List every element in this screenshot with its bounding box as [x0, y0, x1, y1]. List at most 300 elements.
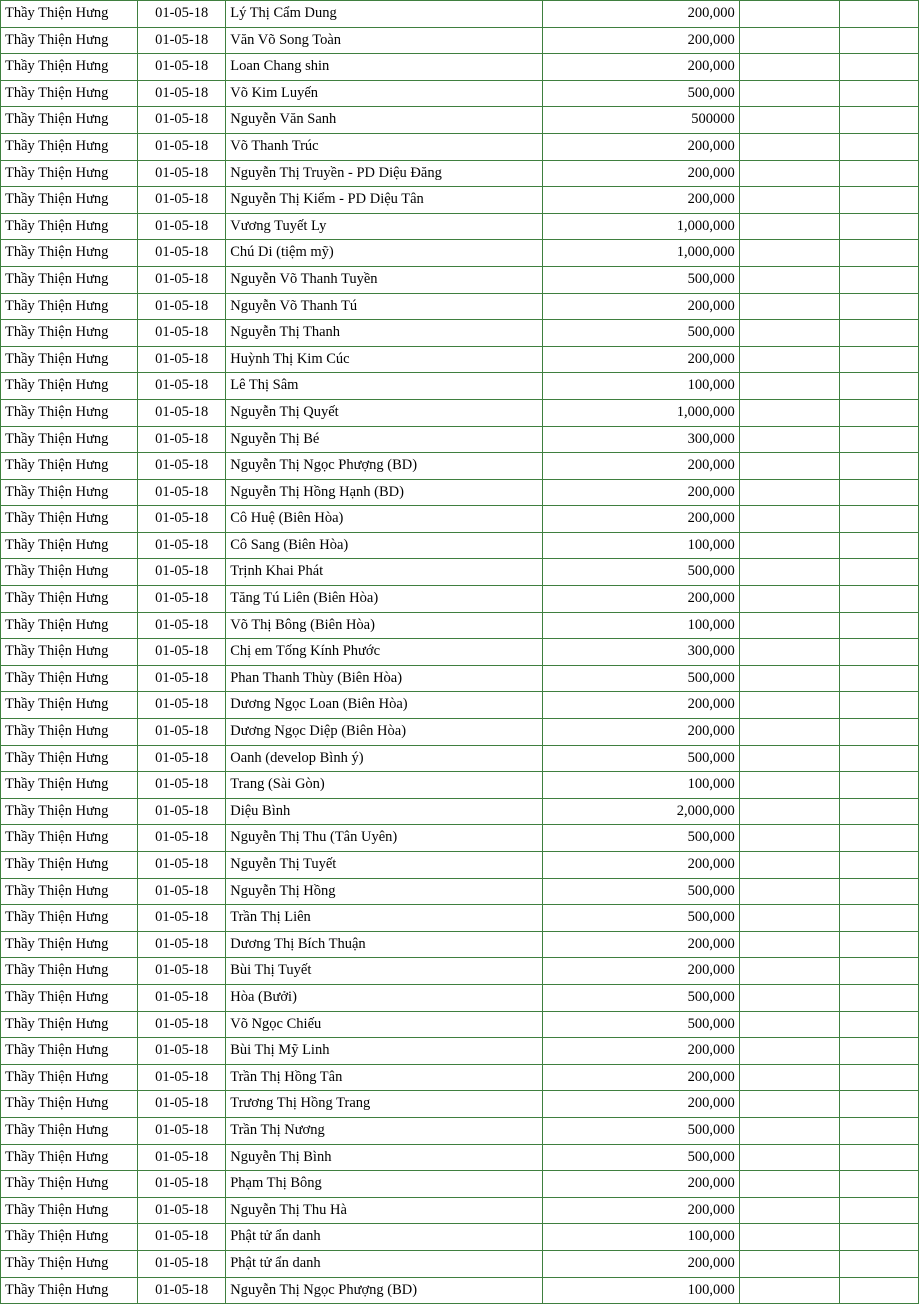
cell-name[interactable]: Nguyễn Văn Sanh	[226, 107, 542, 134]
cell-extra1[interactable]	[739, 54, 839, 81]
cell-extra1[interactable]	[739, 772, 839, 799]
table-row	[1, 665, 919, 692]
cell-amount[interactable]: 200,000	[542, 1, 739, 28]
cell-donor[interactable]: Thầy Thiện Hưng	[1, 1117, 138, 1144]
cell-extra1[interactable]	[739, 559, 839, 586]
cell-name[interactable]: Dương Thị Bích Thuận	[226, 931, 542, 958]
cell-date[interactable]: 01-05-18	[138, 160, 226, 187]
cell-extra1[interactable]	[739, 532, 839, 559]
cell-donor[interactable]: Thầy Thiện Hưng	[1, 27, 138, 54]
cell-extra2[interactable]	[839, 1091, 918, 1118]
cell-donor[interactable]: Thầy Thiện Hưng	[1, 532, 138, 559]
cell-extra1[interactable]	[739, 905, 839, 932]
cell-amount[interactable]: 200,000	[542, 692, 739, 719]
cell-donor[interactable]: Thầy Thiện Hưng	[1, 133, 138, 160]
cell-amount[interactable]: 500,000	[542, 320, 739, 347]
cell-extra2[interactable]	[839, 1117, 918, 1144]
cell-name[interactable]: Nguyễn Thị Truyền - PD Diệu Đăng	[226, 160, 542, 187]
cell-extra2[interactable]	[839, 320, 918, 347]
cell-extra2[interactable]	[839, 240, 918, 267]
cell-name[interactable]: Chú Di (tiệm mỹ)	[226, 240, 542, 267]
cell-name[interactable]: Nguyễn Thị Ngọc Phượng (BD)	[226, 453, 542, 480]
cell-donor[interactable]: Thầy Thiện Hưng	[1, 586, 138, 613]
cell-donor[interactable]: Thầy Thiện Hưng	[1, 852, 138, 879]
cell-date[interactable]: 01-05-18	[138, 399, 226, 426]
cell-extra1[interactable]	[739, 958, 839, 985]
cell-extra1[interactable]	[739, 745, 839, 772]
cell-name[interactable]: Lê Thị Sâm	[226, 373, 542, 400]
cell-date[interactable]: 01-05-18	[138, 1144, 226, 1171]
cell-amount[interactable]: 200,000	[542, 1038, 739, 1065]
cell-extra1[interactable]	[739, 1, 839, 28]
cell-extra2[interactable]	[839, 213, 918, 240]
cell-extra2[interactable]	[839, 665, 918, 692]
cell-date[interactable]: 01-05-18	[138, 1171, 226, 1198]
cell-donor[interactable]: Thầy Thiện Hưng	[1, 692, 138, 719]
cell-extra1[interactable]	[739, 266, 839, 293]
cell-date[interactable]: 01-05-18	[138, 320, 226, 347]
cell-amount[interactable]: 200,000	[542, 852, 739, 879]
cell-donor[interactable]: Thầy Thiện Hưng	[1, 878, 138, 905]
cell-extra2[interactable]	[839, 878, 918, 905]
cell-extra2[interactable]	[839, 1197, 918, 1224]
cell-amount[interactable]: 200,000	[542, 1064, 739, 1091]
cell-amount[interactable]: 200,000	[542, 27, 739, 54]
table-row	[1, 532, 919, 559]
cell-amount[interactable]: 200,000	[542, 133, 739, 160]
cell-name[interactable]: Oanh (develop Bình ý)	[226, 745, 542, 772]
cell-extra1[interactable]	[739, 719, 839, 746]
cell-date[interactable]: 01-05-18	[138, 1224, 226, 1251]
cell-extra2[interactable]	[839, 586, 918, 613]
cell-extra2[interactable]	[839, 187, 918, 214]
cell-donor[interactable]: Thầy Thiện Hưng	[1, 719, 138, 746]
cell-date[interactable]: 01-05-18	[138, 612, 226, 639]
cell-extra2[interactable]	[839, 905, 918, 932]
cell-donor[interactable]: Thầy Thiện Hưng	[1, 559, 138, 586]
cell-date[interactable]: 01-05-18	[138, 266, 226, 293]
cell-date[interactable]: 01-05-18	[138, 745, 226, 772]
cell-donor[interactable]: Thầy Thiện Hưng	[1, 399, 138, 426]
cell-date[interactable]: 01-05-18	[138, 213, 226, 240]
cell-name[interactable]: Lý Thị Cẩm Dung	[226, 1, 542, 28]
cell-donor[interactable]: Thầy Thiện Hưng	[1, 213, 138, 240]
cell-donor[interactable]: Thầy Thiện Hưng	[1, 798, 138, 825]
cell-donor[interactable]: Thầy Thiện Hưng	[1, 54, 138, 81]
cell-amount[interactable]: 500,000	[542, 1117, 739, 1144]
cell-extra2[interactable]	[839, 54, 918, 81]
cell-donor[interactable]: Thầy Thiện Hưng	[1, 107, 138, 134]
cell-date[interactable]: 01-05-18	[138, 1011, 226, 1038]
cell-extra1[interactable]	[739, 133, 839, 160]
cell-donor[interactable]: Thầy Thiện Hưng	[1, 905, 138, 932]
cell-date[interactable]: 01-05-18	[138, 1, 226, 28]
cell-extra1[interactable]	[739, 1011, 839, 1038]
cell-name[interactable]: Nguyễn Võ Thanh Tú	[226, 293, 542, 320]
cell-extra1[interactable]	[739, 187, 839, 214]
cell-extra1[interactable]	[739, 426, 839, 453]
cell-name[interactable]: Phật tử ẩn danh	[226, 1224, 542, 1251]
cell-amount[interactable]: 100,000	[542, 532, 739, 559]
cell-date[interactable]: 01-05-18	[138, 586, 226, 613]
cell-donor[interactable]: Thầy Thiện Hưng	[1, 1144, 138, 1171]
cell-extra2[interactable]	[839, 27, 918, 54]
cell-name[interactable]: Trần Thị Nương	[226, 1117, 542, 1144]
cell-donor[interactable]: Thầy Thiện Hưng	[1, 187, 138, 214]
cell-amount[interactable]: 500000	[542, 107, 739, 134]
cell-date[interactable]: 01-05-18	[138, 1038, 226, 1065]
cell-name[interactable]: Cô Huệ (Biên Hòa)	[226, 506, 542, 533]
cell-donor[interactable]: Thầy Thiện Hưng	[1, 1091, 138, 1118]
cell-extra2[interactable]	[839, 931, 918, 958]
cell-extra1[interactable]	[739, 852, 839, 879]
cell-amount[interactable]: 100,000	[542, 373, 739, 400]
cell-donor[interactable]: Thầy Thiện Hưng	[1, 984, 138, 1011]
cell-extra1[interactable]	[739, 586, 839, 613]
cell-extra2[interactable]	[839, 612, 918, 639]
cell-extra1[interactable]	[739, 1197, 839, 1224]
cell-extra2[interactable]	[839, 1224, 918, 1251]
cell-name[interactable]: Phan Thanh Thùy (Biên Hòa)	[226, 665, 542, 692]
cell-date[interactable]: 01-05-18	[138, 984, 226, 1011]
cell-extra2[interactable]	[839, 373, 918, 400]
cell-extra2[interactable]	[839, 825, 918, 852]
cell-donor[interactable]: Thầy Thiện Hưng	[1, 266, 138, 293]
cell-date[interactable]: 01-05-18	[138, 133, 226, 160]
cell-amount[interactable]: 200,000	[542, 506, 739, 533]
cell-extra1[interactable]	[739, 373, 839, 400]
cell-date[interactable]: 01-05-18	[138, 639, 226, 666]
cell-date[interactable]: 01-05-18	[138, 453, 226, 480]
cell-extra1[interactable]	[739, 798, 839, 825]
cell-donor[interactable]: Thầy Thiện Hưng	[1, 426, 138, 453]
cell-donor[interactable]: Thầy Thiện Hưng	[1, 639, 138, 666]
cell-amount[interactable]: 100,000	[542, 1224, 739, 1251]
cell-date[interactable]: 01-05-18	[138, 852, 226, 879]
cell-extra2[interactable]	[839, 1, 918, 28]
cell-name[interactable]: Trịnh Khai Phát	[226, 559, 542, 586]
cell-donor[interactable]: Thầy Thiện Hưng	[1, 453, 138, 480]
cell-amount[interactable]: 200,000	[542, 719, 739, 746]
cell-amount[interactable]: 200,000	[542, 958, 739, 985]
cell-amount[interactable]: 200,000	[542, 1197, 739, 1224]
cell-amount[interactable]: 200,000	[542, 346, 739, 373]
cell-name[interactable]: Nguyễn Võ Thanh Tuyền	[226, 266, 542, 293]
cell-extra2[interactable]	[839, 346, 918, 373]
cell-date[interactable]: 01-05-18	[138, 798, 226, 825]
cell-name[interactable]: Cô Sang (Biên Hòa)	[226, 532, 542, 559]
cell-extra2[interactable]	[839, 984, 918, 1011]
cell-extra1[interactable]	[739, 825, 839, 852]
cell-extra2[interactable]	[839, 399, 918, 426]
cell-date[interactable]: 01-05-18	[138, 1091, 226, 1118]
cell-name[interactable]: Hòa (Bưởi)	[226, 984, 542, 1011]
cell-name[interactable]: Bùi Thị Tuyết	[226, 958, 542, 985]
cell-name[interactable]: Nguyễn Thị Hồng	[226, 878, 542, 905]
cell-extra2[interactable]	[839, 639, 918, 666]
cell-date[interactable]: 01-05-18	[138, 54, 226, 81]
cell-date[interactable]: 01-05-18	[138, 1250, 226, 1277]
cell-amount[interactable]: 1,000,000	[542, 240, 739, 267]
cell-amount[interactable]: 1,000,000	[542, 399, 739, 426]
cell-extra2[interactable]	[839, 798, 918, 825]
cell-extra2[interactable]	[839, 107, 918, 134]
cell-donor[interactable]: Thầy Thiện Hưng	[1, 1011, 138, 1038]
cell-amount[interactable]: 500,000	[542, 559, 739, 586]
cell-donor[interactable]: Thầy Thiện Hưng	[1, 958, 138, 985]
cell-name[interactable]: Văn Võ Song Toàn	[226, 27, 542, 54]
cell-amount[interactable]: 500,000	[542, 1011, 739, 1038]
cell-donor[interactable]: Thầy Thiện Hưng	[1, 1277, 138, 1304]
cell-extra2[interactable]	[839, 160, 918, 187]
cell-extra1[interactable]	[739, 346, 839, 373]
cell-extra2[interactable]	[839, 1171, 918, 1198]
cell-extra1[interactable]	[739, 1250, 839, 1277]
cell-amount[interactable]: 500,000	[542, 665, 739, 692]
cell-amount[interactable]: 200,000	[542, 54, 739, 81]
cell-name[interactable]: Bùi Thị Mỹ Linh	[226, 1038, 542, 1065]
cell-date[interactable]: 01-05-18	[138, 1117, 226, 1144]
cell-date[interactable]: 01-05-18	[138, 373, 226, 400]
cell-extra1[interactable]	[739, 1224, 839, 1251]
cell-date[interactable]: 01-05-18	[138, 240, 226, 267]
cell-name[interactable]: Nguyễn Thị Tuyết	[226, 852, 542, 879]
table-row	[1, 1064, 919, 1091]
cell-amount[interactable]: 500,000	[542, 1144, 739, 1171]
cell-date[interactable]: 01-05-18	[138, 931, 226, 958]
cell-date[interactable]: 01-05-18	[138, 479, 226, 506]
cell-date[interactable]: 01-05-18	[138, 719, 226, 746]
cell-name[interactable]: Loan Chang shin	[226, 54, 542, 81]
cell-name[interactable]: Trang (Sài Gòn)	[226, 772, 542, 799]
cell-extra2[interactable]	[839, 692, 918, 719]
cell-donor[interactable]: Thầy Thiện Hưng	[1, 240, 138, 267]
cell-name[interactable]: Phật tử ẩn danh	[226, 1250, 542, 1277]
cell-extra1[interactable]	[739, 931, 839, 958]
cell-donor[interactable]: Thầy Thiện Hưng	[1, 1064, 138, 1091]
cell-name[interactable]: Huỳnh Thị Kim Cúc	[226, 346, 542, 373]
cell-donor[interactable]: Thầy Thiện Hưng	[1, 160, 138, 187]
cell-amount[interactable]: 200,000	[542, 586, 739, 613]
cell-extra1[interactable]	[739, 160, 839, 187]
cell-name[interactable]: Dương Ngọc Loan (Biên Hòa)	[226, 692, 542, 719]
cell-amount[interactable]: 200,000	[542, 931, 739, 958]
cell-amount[interactable]: 500,000	[542, 984, 739, 1011]
cell-donor[interactable]: Thầy Thiện Hưng	[1, 346, 138, 373]
cell-amount[interactable]: 2,000,000	[542, 798, 739, 825]
cell-extra2[interactable]	[839, 532, 918, 559]
cell-date[interactable]: 01-05-18	[138, 346, 226, 373]
cell-name[interactable]: Nguyễn Thị Thu (Tân Uyên)	[226, 825, 542, 852]
cell-extra1[interactable]	[739, 1117, 839, 1144]
cell-date[interactable]: 01-05-18	[138, 80, 226, 107]
cell-donor[interactable]: Thầy Thiện Hưng	[1, 1, 138, 28]
cell-amount[interactable]: 500,000	[542, 905, 739, 932]
cell-date[interactable]: 01-05-18	[138, 293, 226, 320]
cell-extra2[interactable]	[839, 133, 918, 160]
table-row	[1, 1117, 919, 1144]
cell-extra1[interactable]	[739, 453, 839, 480]
cell-date[interactable]: 01-05-18	[138, 107, 226, 134]
cell-donor[interactable]: Thầy Thiện Hưng	[1, 772, 138, 799]
cell-name[interactable]: Nguyễn Thị Quyết	[226, 399, 542, 426]
cell-name[interactable]: Võ Thanh Trúc	[226, 133, 542, 160]
cell-donor[interactable]: Thầy Thiện Hưng	[1, 373, 138, 400]
cell-amount[interactable]: 1,000,000	[542, 213, 739, 240]
cell-donor[interactable]: Thầy Thiện Hưng	[1, 1197, 138, 1224]
cell-extra2[interactable]	[839, 1038, 918, 1065]
cell-extra1[interactable]	[739, 213, 839, 240]
cell-donor[interactable]: Thầy Thiện Hưng	[1, 825, 138, 852]
cell-amount[interactable]: 200,000	[542, 1171, 739, 1198]
cell-donor[interactable]: Thầy Thiện Hưng	[1, 1038, 138, 1065]
cell-date[interactable]: 01-05-18	[138, 905, 226, 932]
cell-name[interactable]: Trương Thị Hồng Trang	[226, 1091, 542, 1118]
cell-name[interactable]: Nguyễn Thị Bé	[226, 426, 542, 453]
cell-name[interactable]: Nguyễn Thị Kiểm - PD Diệu Tân	[226, 187, 542, 214]
cell-extra1[interactable]	[739, 1038, 839, 1065]
cell-amount[interactable]: 500,000	[542, 825, 739, 852]
cell-name[interactable]: Nguyễn Thị Hồng Hạnh (BD)	[226, 479, 542, 506]
cell-extra1[interactable]	[739, 1064, 839, 1091]
cell-amount[interactable]: 300,000	[542, 639, 739, 666]
cell-date[interactable]: 01-05-18	[138, 506, 226, 533]
cell-amount[interactable]: 300,000	[542, 426, 739, 453]
cell-name[interactable]: Võ Ngọc Chiếu	[226, 1011, 542, 1038]
cell-extra1[interactable]	[739, 107, 839, 134]
cell-donor[interactable]: Thầy Thiện Hưng	[1, 1250, 138, 1277]
cell-extra2[interactable]	[839, 506, 918, 533]
cell-extra1[interactable]	[739, 878, 839, 905]
cell-date[interactable]: 01-05-18	[138, 1277, 226, 1304]
cell-extra2[interactable]	[839, 80, 918, 107]
cell-date[interactable]: 01-05-18	[138, 1064, 226, 1091]
cell-name[interactable]: Nguyễn Thị Thu Hà	[226, 1197, 542, 1224]
cell-donor[interactable]: Thầy Thiện Hưng	[1, 506, 138, 533]
cell-amount[interactable]: 100,000	[542, 612, 739, 639]
cell-name[interactable]: Nguyễn Thị Bình	[226, 1144, 542, 1171]
cell-name[interactable]: Nguyễn Thị Thanh	[226, 320, 542, 347]
cell-amount[interactable]: 200,000	[542, 453, 739, 480]
cell-amount[interactable]: 200,000	[542, 160, 739, 187]
cell-donor[interactable]: Thầy Thiện Hưng	[1, 479, 138, 506]
cell-name[interactable]: Võ Thị Bông (Biên Hòa)	[226, 612, 542, 639]
cell-extra2[interactable]	[839, 266, 918, 293]
cell-extra2[interactable]	[839, 1011, 918, 1038]
cell-amount[interactable]: 100,000	[542, 772, 739, 799]
cell-extra2[interactable]	[839, 745, 918, 772]
cell-name[interactable]: Vương Tuyết Ly	[226, 213, 542, 240]
cell-donor[interactable]: Thầy Thiện Hưng	[1, 931, 138, 958]
cell-donor[interactable]: Thầy Thiện Hưng	[1, 1171, 138, 1198]
cell-extra2[interactable]	[839, 1277, 918, 1304]
cell-date[interactable]: 01-05-18	[138, 1197, 226, 1224]
table-body	[1, 1, 919, 1304]
cell-extra2[interactable]	[839, 559, 918, 586]
cell-amount[interactable]: 200,000	[542, 1250, 739, 1277]
cell-extra2[interactable]	[839, 479, 918, 506]
cell-donor[interactable]: Thầy Thiện Hưng	[1, 1224, 138, 1251]
cell-extra1[interactable]	[739, 984, 839, 1011]
cell-extra1[interactable]	[739, 1277, 839, 1304]
cell-amount[interactable]: 500,000	[542, 266, 739, 293]
cell-amount[interactable]: 100,000	[542, 1277, 739, 1304]
cell-extra2[interactable]	[839, 1144, 918, 1171]
cell-extra2[interactable]	[839, 772, 918, 799]
cell-donor[interactable]: Thầy Thiện Hưng	[1, 665, 138, 692]
cell-extra2[interactable]	[839, 719, 918, 746]
cell-amount[interactable]: 500,000	[542, 80, 739, 107]
cell-name[interactable]: Phạm Thị Bông	[226, 1171, 542, 1198]
cell-extra2[interactable]	[839, 1250, 918, 1277]
cell-extra2[interactable]	[839, 1064, 918, 1091]
cell-extra1[interactable]	[739, 399, 839, 426]
cell-date[interactable]: 01-05-18	[138, 692, 226, 719]
cell-extra1[interactable]	[739, 27, 839, 54]
cell-name[interactable]: Dương Ngọc Diệp (Biên Hòa)	[226, 719, 542, 746]
cell-donor[interactable]: Thầy Thiện Hưng	[1, 80, 138, 107]
cell-extra1[interactable]	[739, 479, 839, 506]
table-row	[1, 612, 919, 639]
cell-extra2[interactable]	[839, 293, 918, 320]
cell-date[interactable]: 01-05-18	[138, 426, 226, 453]
cell-extra2[interactable]	[839, 958, 918, 985]
cell-name[interactable]: Trần Thị Hồng Tân	[226, 1064, 542, 1091]
cell-extra2[interactable]	[839, 453, 918, 480]
cell-extra1[interactable]	[739, 240, 839, 267]
cell-amount[interactable]: 200,000	[542, 187, 739, 214]
cell-date[interactable]: 01-05-18	[138, 187, 226, 214]
cell-donor[interactable]: Thầy Thiện Hưng	[1, 320, 138, 347]
cell-extra1[interactable]	[739, 639, 839, 666]
cell-name[interactable]: Võ Kim Luyến	[226, 80, 542, 107]
cell-name[interactable]: Trần Thị Liên	[226, 905, 542, 932]
cell-name[interactable]: Chị em Tống Kính Phước	[226, 639, 542, 666]
cell-extra2[interactable]	[839, 426, 918, 453]
cell-extra1[interactable]	[739, 692, 839, 719]
cell-date[interactable]: 01-05-18	[138, 958, 226, 985]
cell-name[interactable]: Diệu Bình	[226, 798, 542, 825]
cell-donor[interactable]: Thầy Thiện Hưng	[1, 612, 138, 639]
cell-amount[interactable]: 200,000	[542, 479, 739, 506]
cell-extra1[interactable]	[739, 1171, 839, 1198]
cell-date[interactable]: 01-05-18	[138, 559, 226, 586]
cell-date[interactable]: 01-05-18	[138, 532, 226, 559]
cell-extra1[interactable]	[739, 1144, 839, 1171]
cell-extra1[interactable]	[739, 612, 839, 639]
cell-donor[interactable]: Thầy Thiện Hưng	[1, 745, 138, 772]
cell-amount[interactable]: 200,000	[542, 1091, 739, 1118]
cell-date[interactable]: 01-05-18	[138, 878, 226, 905]
cell-extra2[interactable]	[839, 852, 918, 879]
cell-date[interactable]: 01-05-18	[138, 772, 226, 799]
cell-name[interactable]: Nguyễn Thị Ngọc Phượng (BD)	[226, 1277, 542, 1304]
cell-amount[interactable]: 500,000	[542, 745, 739, 772]
cell-extra1[interactable]	[739, 506, 839, 533]
cell-extra1[interactable]	[739, 80, 839, 107]
cell-date[interactable]: 01-05-18	[138, 27, 226, 54]
cell-extra1[interactable]	[739, 320, 839, 347]
cell-name[interactable]: Tăng Tú Liên (Biên Hòa)	[226, 586, 542, 613]
cell-extra1[interactable]	[739, 665, 839, 692]
cell-extra1[interactable]	[739, 293, 839, 320]
cell-date[interactable]: 01-05-18	[138, 665, 226, 692]
cell-amount[interactable]: 500,000	[542, 878, 739, 905]
cell-extra1[interactable]	[739, 1091, 839, 1118]
cell-date[interactable]: 01-05-18	[138, 825, 226, 852]
cell-amount[interactable]: 200,000	[542, 293, 739, 320]
cell-donor[interactable]: Thầy Thiện Hưng	[1, 293, 138, 320]
